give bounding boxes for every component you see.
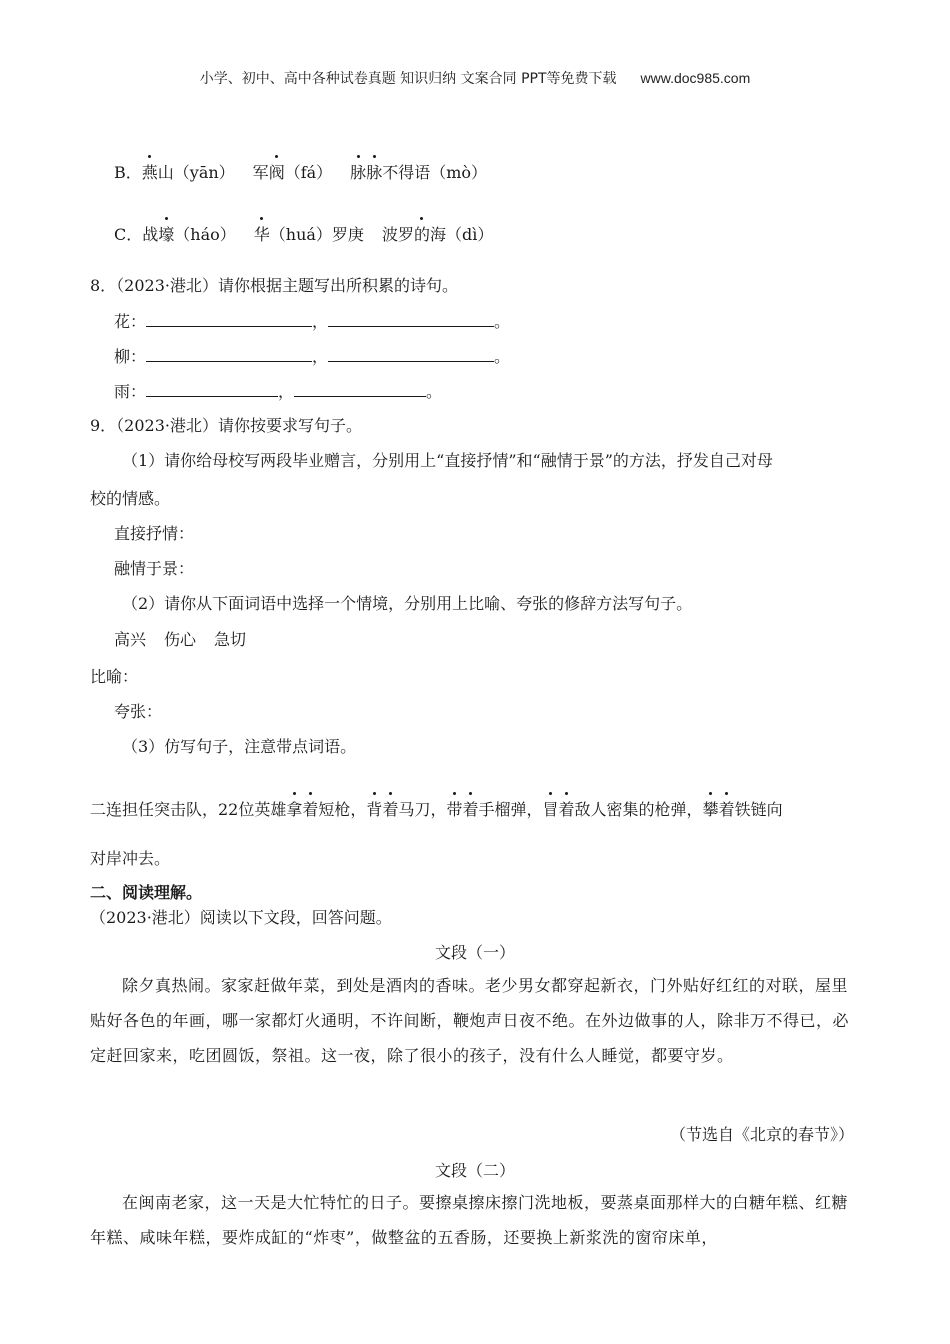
passage2-title: 文段（二） — [434, 1161, 515, 1180]
word-choice: 伤心 — [164, 630, 197, 649]
question-8-stem: 8．（2023·港北）请你根据主题写出所积累的诗句。 — [90, 276, 458, 295]
answer-blank[interactable] — [146, 347, 312, 362]
word-choice: 高兴 — [114, 630, 147, 649]
answer-blank[interactable] — [146, 312, 312, 327]
section-intro: （2023·港北）阅读以下文段，回答问题。 — [90, 908, 392, 927]
header-url[interactable]: www.doc985.com — [640, 70, 751, 86]
passage1-source: （节选自《北京的春节》） — [669, 1125, 854, 1144]
q8-willow-row: 柳： ， 。 — [114, 347, 511, 366]
answer-blank[interactable] — [294, 382, 426, 397]
q8-flower-row: 花： ， 。 — [114, 312, 511, 331]
exaggeration-label: 夸张： — [114, 702, 163, 721]
option-c: C．战壕（háo） 华（huá）罗庚 波罗的海（dì） — [114, 222, 493, 245]
word-choices — [114, 627, 246, 650]
dotted-char: 脉 — [350, 160, 366, 183]
word-choice: 急切 — [214, 630, 247, 649]
header-text: 小学、初中、高中各种试卷真题 知识归纳 文案合同 PPT等免费下载 — [199, 71, 617, 87]
passage1-text: 除夕真热闹。家家赶做年菜，到处是酒肉的香味。老少男女都穿起新衣，门外贴好红红的对联，屋里贴好各色的年画，哪一家都灯火通明，不许间断，鞭炮声日夜不绝。在外边做事的人，除非万不得已，必定赶回家来，吃团圆饭，祭祖。这一夜，除了很小的孩子，没有什么人睡觉，都要守岁。 — [90, 976, 850, 1065]
q9-part3: （3）仿写句子，注意带点词语。 — [122, 737, 357, 756]
model-sentence-line2: 对岸冲去。 — [90, 849, 171, 868]
dotted-char: 脉 — [366, 160, 382, 183]
passage2-text: 在闽南老家，这一天是大忙特忙的日子。要擦桌擦床擦门洗地板，要蒸桌面那样大的白糖年糕、红糖年糕、咸味年糕，要炸成缸的“炸枣”，做整盆的五香肠，还要换上新浆洗的窗帘床单， — [90, 1193, 849, 1247]
dotted-char: 华 — [254, 222, 270, 245]
direct-lyric-label: 直接抒情： — [114, 524, 195, 543]
q9-part1-line2: 校的情感。 — [90, 489, 171, 508]
q8-rain-row: 雨： ， 。 — [114, 382, 443, 401]
dotted-char: 燕 — [142, 160, 158, 183]
option-b: B．燕山（yān） 军阀（fá） 脉脉不得语（mò） — [114, 160, 487, 183]
answer-blank[interactable] — [146, 382, 278, 397]
answer-blank[interactable] — [328, 312, 494, 327]
answer-blank[interactable] — [328, 347, 494, 362]
section-title: 二、阅读理解。 — [90, 883, 203, 902]
dotted-char: 的 — [414, 222, 430, 245]
scene-lyric-label: 融情于景： — [114, 559, 195, 578]
dotted-char: 阀 — [269, 160, 285, 183]
model-sentence-line1: 二连担任突击队，22位英雄拿着短枪，背着马刀，带着手榴弹，冒着敌人密集的枪弹，攀着铁链向 — [90, 797, 783, 820]
question-9-stem: 9．（2023·港北）请你按要求写句子。 — [90, 416, 362, 435]
metaphor-label: 比喻： — [90, 667, 139, 686]
passage1-title: 文段（一） — [434, 943, 515, 962]
q9-part1-line1: （1）请你给母校写两段毕业赠言，分别用上“直接抒情”和“融情于景”的方法，抒发自己对母 — [122, 451, 773, 470]
page-header — [0, 68, 950, 88]
q9-part2: （2）请你从下面词语中选择一个情境，分别用上比喻、夸张的修辞方法写句子。 — [122, 594, 693, 613]
dotted-char: 壕 — [158, 222, 174, 245]
